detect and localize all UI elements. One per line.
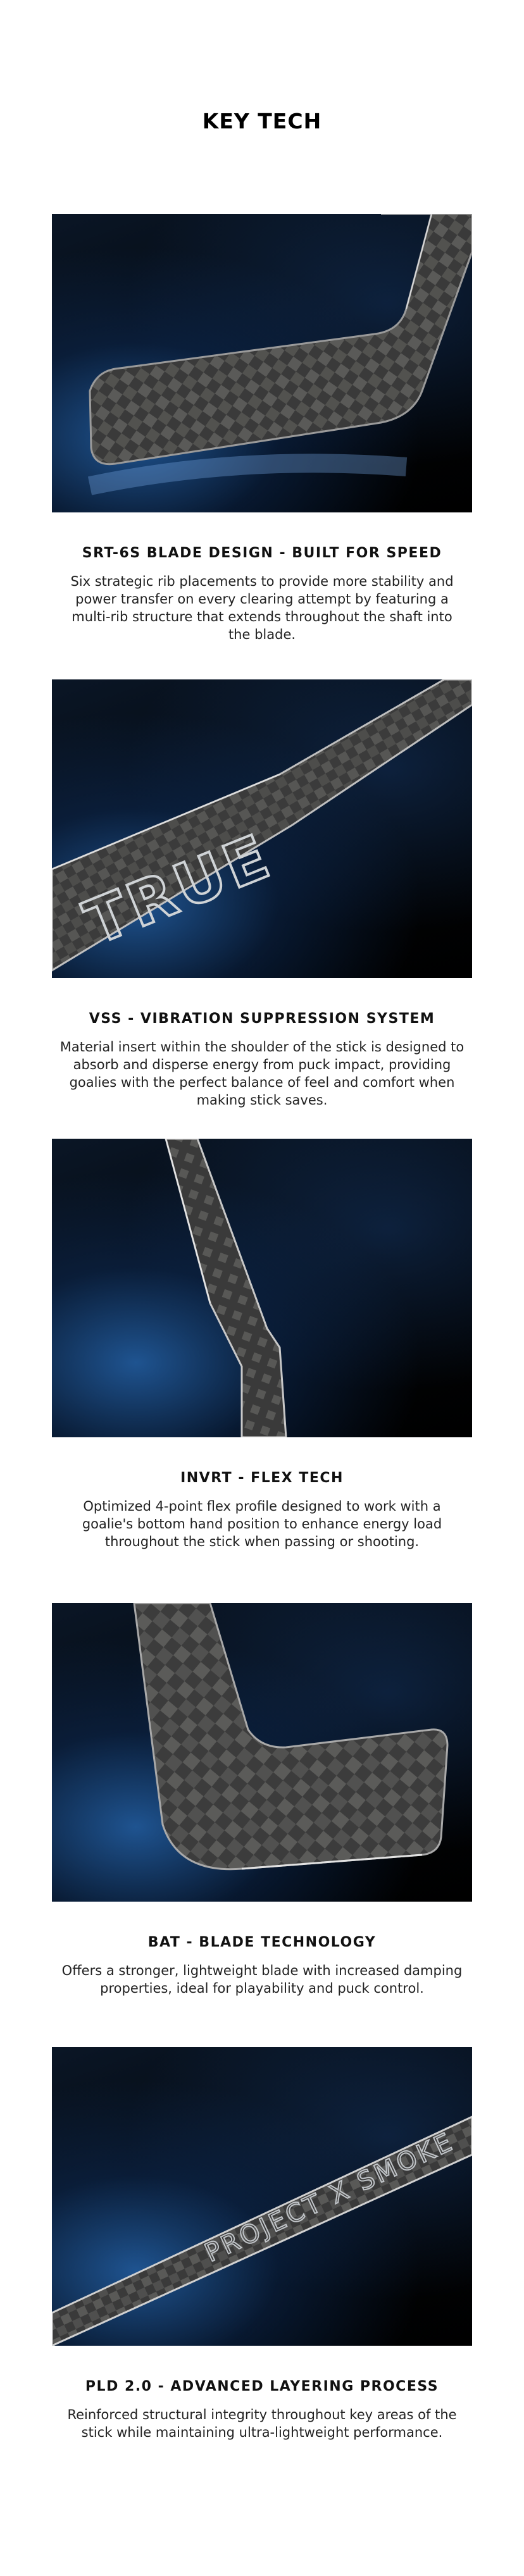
true-logo-text: TRUE: [75, 820, 282, 959]
tech-section-pld: [52, 2047, 472, 2441]
stick-illustration: [52, 1603, 472, 1902]
section-description: Six strategic rib placements to provide more stability and power transfer on every clearing attempt by featuring a multi-rib structure that extends throughout the shaft into the blade.: [70, 574, 454, 642]
shaft-flex-image: [52, 1139, 472, 1437]
page-title: KEY TECH: [202, 109, 322, 133]
section-heading: SRT-6S BLADE DESIGN - BUILT FOR SPEED: [82, 545, 442, 561]
layering-process-image: [52, 2047, 472, 2346]
section-description: Material insert within the shoulder of the stick is designed to absorb and disperse energy from puck impact, providing goalies with the perfect balance of feel and comfort when making stick saves.: [59, 1039, 465, 1108]
section-heading: VSS - VIBRATION SUPPRESSION SYSTEM: [89, 1011, 435, 1027]
section-description: Reinforced structural integrity throughout key areas of the stick while maintaining ultra-lightweight performance.: [67, 2407, 457, 2440]
blade-technology-image: [52, 1603, 472, 1902]
stick-illustration: [52, 214, 472, 512]
tech-section-invrt: [52, 1139, 472, 1551]
section-heading: INVRT - FLEX TECH: [180, 1470, 344, 1486]
stick-illustration: [52, 679, 472, 978]
tech-section-vss: [52, 679, 472, 1109]
project-x-logo-text: PROJECT X SMOKE: [200, 2127, 459, 2269]
section-description: Optimized 4-point flex profile designed to work with a goalie's bottom hand position to enhance energy load throughout the stick when passing or shooting.: [82, 1499, 442, 1549]
section-heading: BAT - BLADE TECHNOLOGY: [147, 1935, 377, 1950]
stick-illustration: [52, 2047, 472, 2346]
stick-shoulder-image: [52, 679, 472, 978]
tech-section-srt6s: [52, 214, 472, 643]
stick-illustration: [52, 1139, 472, 1437]
blade-closeup-image: [52, 214, 472, 512]
section-description: Offers a stronger, lightweight blade with increased damping properties, ideal for playability and puck control.: [61, 1963, 463, 1996]
tech-section-bat: [52, 1603, 472, 1997]
section-heading: PLD 2.0 - ADVANCED LAYERING PROCESS: [85, 2379, 439, 2394]
